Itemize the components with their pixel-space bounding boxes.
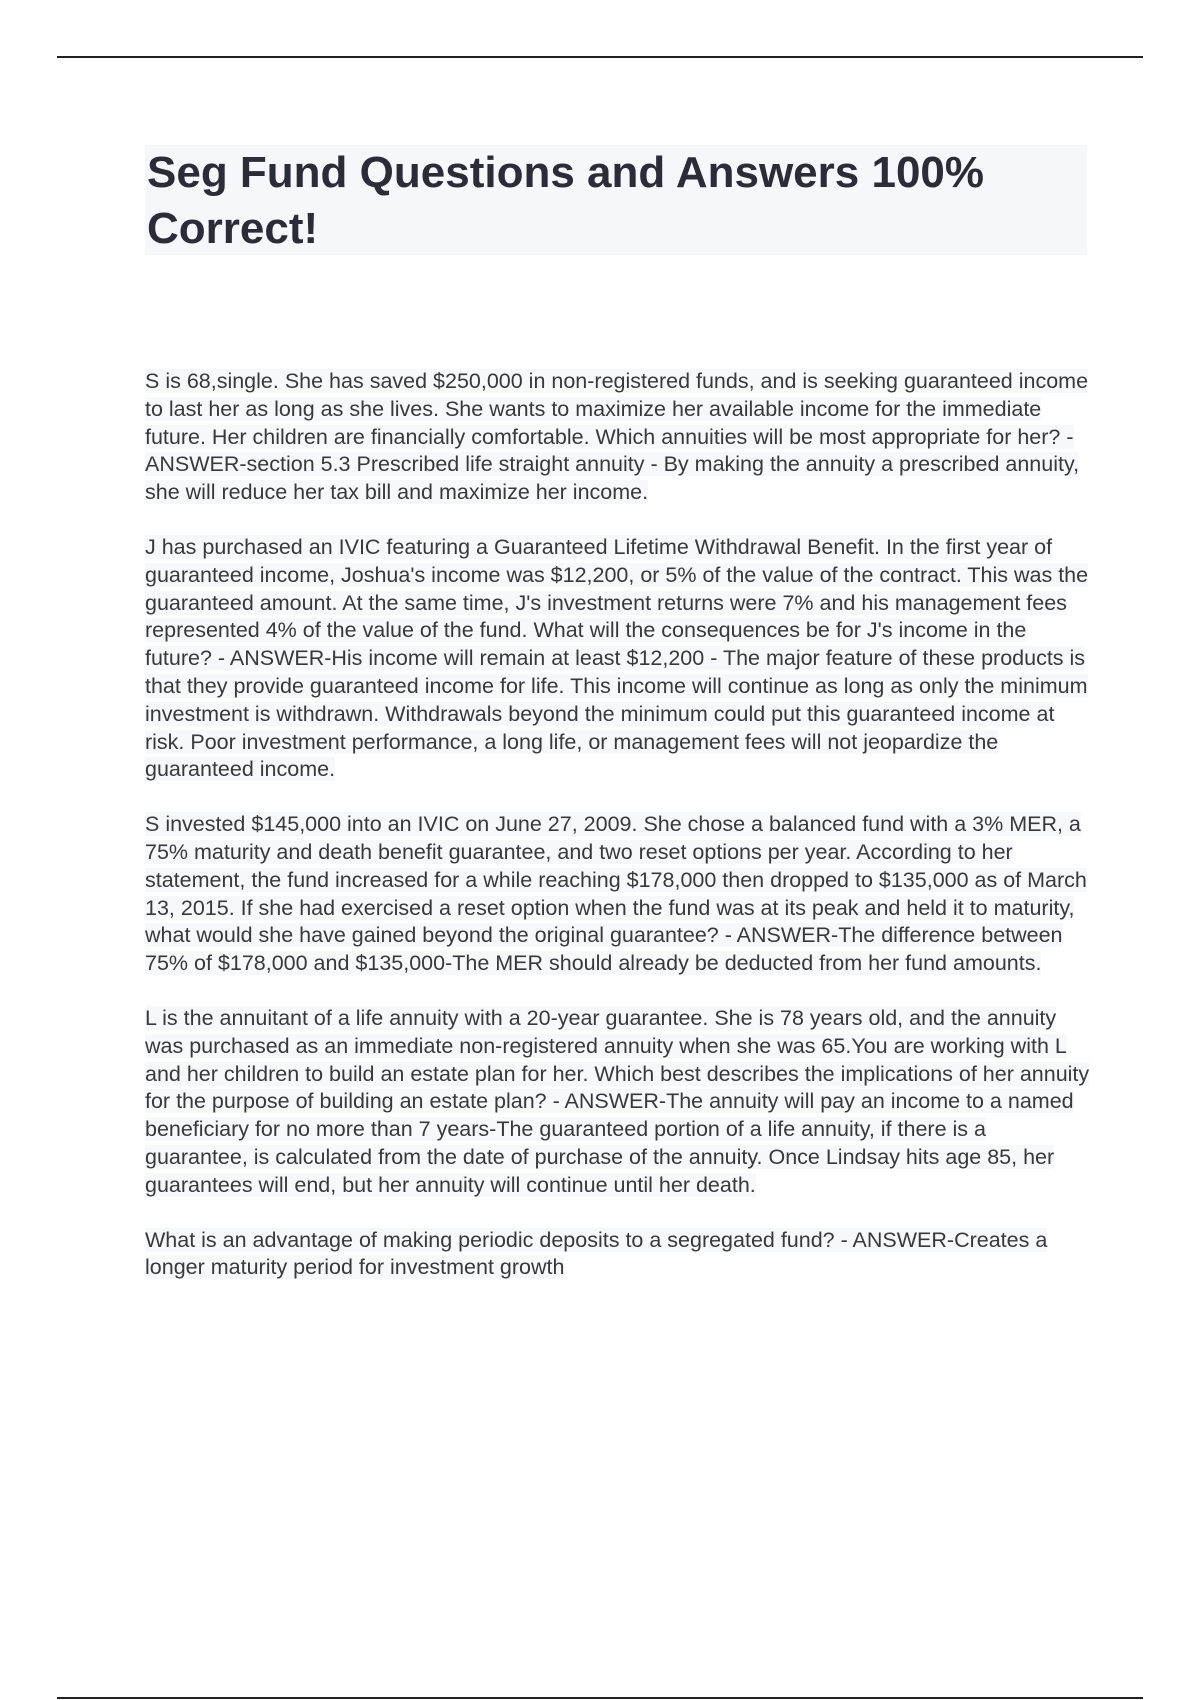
page-title: Seg Fund Questions and Answers 100% Correct! xyxy=(147,148,985,253)
qa-entry-5 xyxy=(145,1227,1090,1283)
qa-entry-1 xyxy=(145,368,1090,507)
qa-entry-text: What is an advantage of making periodic deposits to a segregated fund? - ANSWER-Creates a longer maturity period for investment growth xyxy=(145,1227,1048,1280)
bottom-divider xyxy=(57,1697,1143,1699)
qa-entry-text: J has purchased an IVIC featuring a Guaranteed Lifetime Withdrawal Benefit. In the first year of guaranteed income, Joshua's income was $12,200, or 5% of the value of the contract. This was the guaranteed amount. At the same time, J's investment returns were 7% and his management fees represented 4% of the value of the fund. What will the consequences be for J's income in the future? - ANSWER-His income will remain at least $12,200 - The major feature of these products is that they provide guaranteed income for life. This income will continue as long as only the minimum investment is withdrawn. Withdrawals beyond the minimum could put this guaranteed income at risk. Poor investment performance, a long life, or management fees will not jeopardize the guaranteed income. xyxy=(145,534,1089,782)
qa-entry-text: S is 68,single. She has saved $250,000 in non-registered funds, and is seeking guaranteed income to last her as long as she lives. She wants to maximize her available income for the immediate future. Her children are financially comfortable. Which annuities will be most appropriate for her? - ANSWER-section 5.3 Prescribed life straight annuity - By making the annuity a prescribed annuity, she will reduce her tax bill and maximize her income. xyxy=(145,369,1089,505)
document-body xyxy=(145,368,1090,1309)
qa-entry-text: S invested $145,000 into an IVIC on June 27, 2009. She chose a balanced fund with a 3% MER, a 75% maturity and death benefit guarantee, and two reset options per year. According to her statement, the fund increased for a while reaching $178,000 then dropped to $135,000 as of March 13, 2015. If she had exercised a reset option when the fund was at its peak and held it to maturity, what would she have gained beyond the original guarantee? - ANSWER-The difference between 75% of $178,000 and $135,000-The MER should already be deducted from her fund amounts. xyxy=(145,812,1087,976)
qa-entry-4 xyxy=(145,1005,1090,1200)
qa-entry-text: L is the annuitant of a life annuity with a 20-year guarantee. She is 78 years old, and the annuity was purchased as an immediate non-registered annuity when she was 65.You are working with L and her children to build an estate plan for her. Which best describes the implications of her annuity for the purpose of building an estate plan? - ANSWER-The annuity will pay an income to a named beneficiary for no more than 7 years-The guaranteed portion of a life annuity, if there is a guarantee, is calculated from the date of purchase of the annuity. Once Lindsay hits age 85, her guarantees will end, but her annuity will continue until her death. xyxy=(145,1005,1090,1197)
top-divider xyxy=(57,56,1143,58)
title-block xyxy=(145,145,1087,255)
qa-entry-3 xyxy=(145,811,1090,978)
qa-entry-2 xyxy=(145,534,1090,784)
